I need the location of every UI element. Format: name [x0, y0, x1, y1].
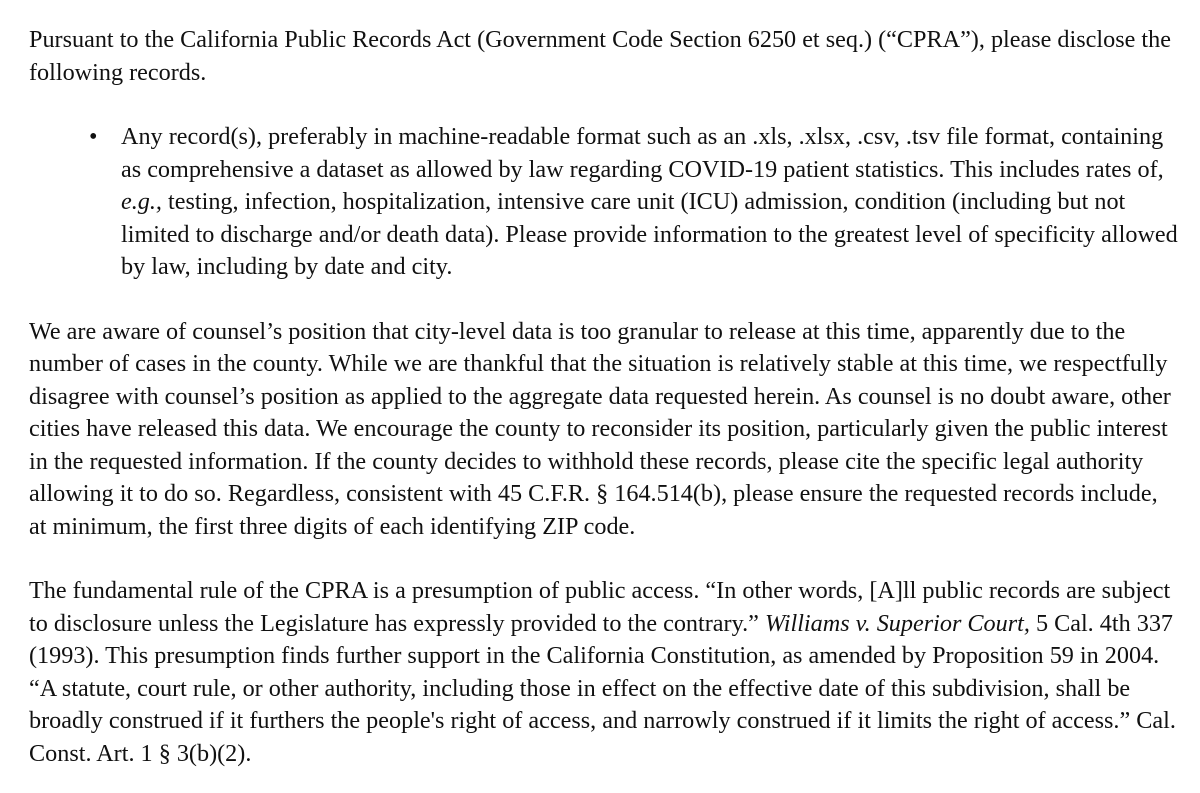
intro-paragraph: Pursuant to the California Public Records Act (Government Code Section 6250 et seq.) (“CPRA”), please disclose the following records.	[29, 26, 1171, 86]
fundamental-rule-paragraph	[29, 575, 1179, 770]
request-text-part-2: testing, infection, hospitalization, intensive care unit (ICU) admission, condition (including but not limited to discharge and/or death data). Please provide information to the greatest level of specificity allowed by law, including by date and city.	[121, 188, 1178, 280]
request-list	[29, 121, 1179, 284]
request-text-part-1: Any record(s), preferably in machine-readable format such as an .xls, .xlsx, .csv, .tsv file format, containing as comprehensive a dataset as allowed by law regarding COVID-19 patient statistics. This includes rates of,	[121, 123, 1164, 183]
bullet-icon: •	[89, 123, 98, 150]
rule-text-part-1: The fundamental rule of the CPRA is a presumption of public access. “In other words, [A]ll public records are subject to disclosure unless the Legislature has expressly provided to the contrary.”	[29, 577, 1171, 637]
document-body	[29, 24, 1179, 770]
rule-text-part-2: 5 Cal. 4th 337 (1993). This presumption finds further support in the California Constitution, as amended by Proposition 59 in 2004. “A statute, court rule, or other authority, including those in effect on the effective date of this subdivision, shall be broadly construed if it furthers the people's right of access, and narrowly construed if it limits the right of access.” Cal. Const. Art. 1 § 3(b)(2).	[29, 609, 1176, 767]
eg-abbreviation: e.g.,	[121, 188, 162, 215]
position-paragraph: We are aware of counsel’s position that city-level data is too granular to release at this time, apparently due to the number of cases in the county. While we are thankful that the situation is relatively stable at this time, we respectfully disagree with counsel’s position as applied to the aggregate data requested herein. As counsel is no doubt aware, other cities have released this data. We encourage the county to reconsider its position, particularly given the public interest in the requested information. If the county decides to withhold these records, please cite the specific legal authority allowing it to do so. Regardless, consistent with 45 C.F.R. § 164.514(b), please ensure the requested records include, at minimum, the first three digits of each identifying ZIP code.	[29, 317, 1171, 540]
list-item	[89, 121, 1179, 284]
case-citation: Williams v. Superior Court,	[764, 609, 1030, 637]
